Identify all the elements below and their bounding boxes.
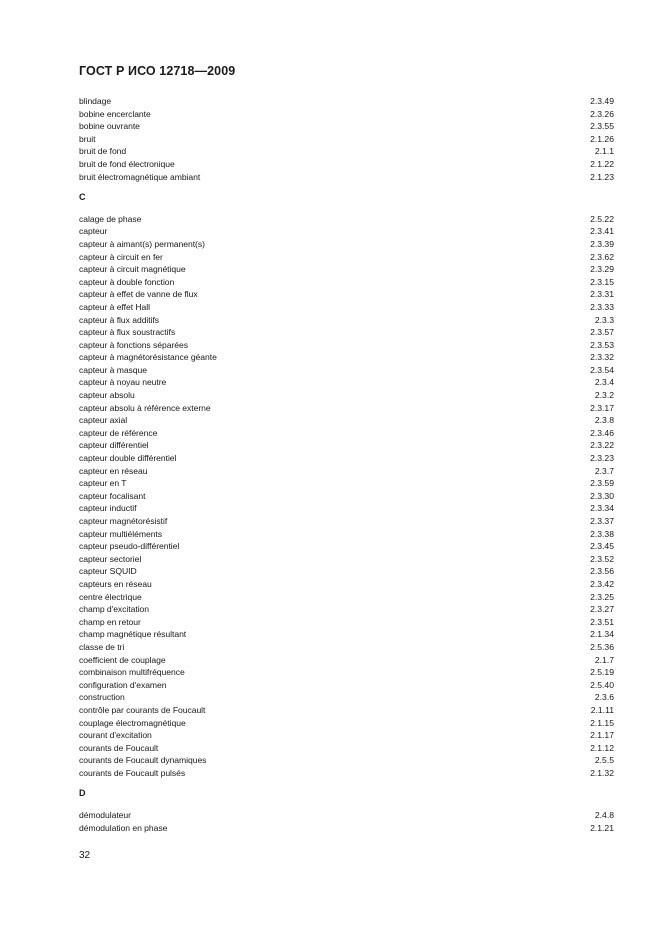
index-reference: 2.3.53	[590, 339, 614, 350]
index-reference: 2.1.15	[590, 717, 614, 728]
index-term: capteur à effet Hall	[79, 301, 150, 312]
index-entry	[79, 376, 614, 389]
index-reference: 2.3.6	[594, 692, 614, 703]
index-entry	[79, 158, 614, 171]
index-entry	[79, 578, 614, 591]
index-term: capteur absolu	[79, 390, 135, 401]
index-term: capteur sectoriel	[79, 553, 142, 564]
index-entry	[79, 717, 614, 730]
index-reference: 2.3.42	[590, 578, 614, 589]
index-entry	[79, 767, 614, 780]
index-entry	[79, 427, 614, 440]
index-reference: 2.3.57	[590, 327, 614, 338]
index-entry	[79, 809, 614, 822]
index-entry	[79, 238, 614, 251]
index-entry	[79, 628, 614, 641]
index-section-d	[79, 787, 614, 834]
index-entry	[79, 95, 614, 108]
index-term: capteur en T	[79, 478, 127, 489]
index-term: capteur à circuit en fer	[79, 251, 163, 262]
index-reference: 2.3.30	[590, 490, 614, 501]
index-entry	[79, 641, 614, 654]
index-entry	[79, 301, 614, 314]
index-reference: 2.3.46	[590, 427, 614, 438]
index-reference: 2.3.15	[590, 276, 614, 287]
index-term: courants de Foucault	[79, 742, 159, 753]
index-term: capteur à flux additifs	[79, 314, 160, 325]
index-entry	[79, 120, 614, 133]
index-term: couplage électromagnétique	[79, 717, 186, 728]
index-term: capteur à masque	[79, 364, 147, 375]
index-term: capteur inductif	[79, 503, 137, 514]
term-index	[79, 95, 614, 834]
index-entry	[79, 263, 614, 276]
index-term: démodulateur	[79, 810, 131, 821]
index-term: capteur SQUID	[79, 566, 137, 577]
index-term: champ magnétique résultant	[79, 629, 187, 640]
index-entry	[79, 477, 614, 490]
index-entry	[79, 251, 614, 264]
index-term: capteur à noyau neutre	[79, 377, 167, 388]
index-entry	[79, 225, 614, 238]
index-reference: 2.1.22	[590, 158, 614, 169]
index-entry	[79, 754, 614, 767]
index-term: capteur absolu à référence externe	[79, 402, 211, 413]
index-term: capteur multiéléments	[79, 528, 163, 539]
index-term: classe de tri	[79, 641, 125, 652]
index-reference: 2.3.38	[590, 528, 614, 539]
section-letter: C	[79, 192, 86, 203]
index-term: calage de phase	[79, 213, 142, 224]
index-entry	[79, 591, 614, 604]
index-entry	[79, 654, 614, 667]
index-entry	[79, 414, 614, 427]
index-reference: 2.3.2	[594, 390, 614, 401]
document-header: ГОСТ Р ИСО 12718—2009	[79, 64, 236, 78]
index-term: capteur à magnétorésistance géante	[79, 352, 217, 363]
index-reference: 2.5.5	[594, 755, 614, 766]
index-term: capteur à fonctions séparées	[79, 339, 188, 350]
index-reference: 2.3.3	[594, 314, 614, 325]
index-reference: 2.3.49	[590, 96, 614, 106]
index-term: capteur	[79, 226, 108, 237]
index-reference: 2.3.56	[590, 566, 614, 577]
index-term: champ d'excitation	[79, 604, 150, 615]
index-entry	[79, 465, 614, 478]
index-entry	[79, 326, 614, 339]
index-entry	[79, 171, 614, 184]
section-letter: D	[79, 788, 86, 799]
index-term: champ en retour	[79, 616, 141, 627]
index-term: capteur différentiel	[79, 440, 149, 451]
index-reference: 2.1.17	[590, 730, 614, 741]
index-reference: 2.3.33	[590, 301, 614, 312]
index-term: capteur à effet de vanne de flux	[79, 289, 198, 300]
index-term: capteur à flux soustractifs	[79, 327, 176, 338]
index-reference: 2.3.39	[590, 238, 614, 249]
index-entry	[79, 452, 614, 465]
index-term: capteur à aimant(s) permanent(s)	[79, 238, 205, 249]
index-term: capteur à double fonction	[79, 276, 175, 287]
index-entry	[79, 490, 614, 503]
index-entry	[79, 402, 614, 415]
index-reference: 2.3.62	[590, 251, 614, 262]
index-entry	[79, 540, 614, 553]
index-entry	[79, 704, 614, 717]
index-reference: 2.1.21	[590, 822, 614, 833]
index-reference: 2.3.55	[590, 121, 614, 132]
index-term: bobine encerclante	[79, 108, 151, 119]
index-term: capteur double différentiel	[79, 453, 177, 464]
index-entry	[79, 679, 614, 692]
index-entry	[79, 389, 614, 402]
index-term: bobine ouvrante	[79, 121, 140, 132]
index-reference: 2.3.59	[590, 478, 614, 489]
index-entry	[79, 603, 614, 616]
index-reference: 2.3.4	[594, 377, 614, 388]
index-entry	[79, 502, 614, 515]
index-entry	[79, 288, 614, 301]
index-reference: 2.3.8	[594, 415, 614, 426]
index-reference: 2.1.26	[590, 133, 614, 144]
index-reference: 2.1.23	[590, 171, 614, 182]
page-number: 32	[79, 850, 91, 861]
index-term: combinaison multifréquence	[79, 667, 185, 678]
index-reference: 2.3.51	[590, 616, 614, 627]
index-entry	[79, 145, 614, 158]
index-reference: 2.3.17	[590, 402, 614, 413]
index-reference: 2.3.37	[590, 516, 614, 526]
index-reference: 2.3.25	[590, 591, 614, 602]
index-reference: 2.1.1	[594, 146, 614, 157]
index-entry	[79, 213, 614, 226]
index-reference: 2.1.12	[590, 742, 614, 753]
index-reference: 2.3.34	[590, 503, 614, 514]
index-section-c	[79, 191, 614, 779]
index-reference: 2.3.31	[590, 289, 614, 300]
index-reference: 2.3.22	[590, 440, 614, 451]
index-reference: 2.3.26	[590, 108, 614, 119]
index-term: capteur axial	[79, 415, 128, 426]
index-reference: 2.5.19	[590, 667, 614, 678]
index-term: courants de Foucault dynamiques	[79, 755, 207, 766]
index-reference: 2.5.40	[590, 679, 614, 690]
index-term: configuration d'examen	[79, 679, 167, 690]
index-entry	[79, 133, 614, 146]
index-reference: 2.1.34	[590, 629, 614, 640]
index-reference: 2.3.54	[590, 364, 614, 375]
index-term: construction	[79, 692, 125, 703]
index-reference: 2.5.36	[590, 641, 614, 652]
index-term: blindage	[79, 96, 112, 106]
index-reference: 2.3.27	[590, 604, 614, 615]
index-section-b	[79, 95, 614, 183]
index-term: capteur magnétorésistif	[79, 516, 168, 526]
index-term: bruit électromagnétique ambiant	[79, 171, 201, 182]
index-reference: 2.3.23	[590, 453, 614, 464]
index-term: coefficient de couplage	[79, 654, 166, 665]
index-entry	[79, 666, 614, 679]
index-reference: 2.1.11	[590, 704, 614, 715]
index-term: bruit de fond électronique	[79, 158, 175, 169]
index-term: bruit de fond	[79, 146, 127, 157]
index-entry	[79, 351, 614, 364]
index-reference: 2.3.52	[590, 553, 614, 564]
index-reference: 2.3.29	[590, 264, 614, 275]
index-term: démodulation en phase	[79, 822, 168, 833]
index-term: capteur de référence	[79, 427, 158, 438]
index-entry	[79, 439, 614, 452]
index-entry	[79, 108, 614, 121]
index-term: capteur pseudo-différentiel	[79, 541, 180, 552]
index-term: courants de Foucault pulsés	[79, 767, 186, 778]
index-reference: 2.3.45	[590, 541, 614, 552]
index-entry	[79, 691, 614, 704]
index-term: capteur à circuit magnétique	[79, 264, 186, 275]
index-entry	[79, 616, 614, 629]
index-entry	[79, 339, 614, 352]
index-entry	[79, 515, 614, 528]
index-entry	[79, 565, 614, 578]
index-entry	[79, 553, 614, 566]
index-entry	[79, 822, 614, 835]
index-term: centre électrique	[79, 591, 142, 602]
index-term: capteur focalisant	[79, 490, 146, 501]
index-reference: 2.3.32	[590, 352, 614, 363]
index-term: contrôle par courants de Foucault	[79, 704, 206, 715]
index-reference: 2.3.41	[590, 226, 614, 237]
index-reference: 2.3.7	[594, 465, 614, 476]
index-entry	[79, 276, 614, 289]
index-reference: 2.1.32	[590, 767, 614, 778]
index-reference: 2.4.8	[594, 810, 614, 821]
index-term: capteurs en réseau	[79, 578, 152, 589]
index-entry	[79, 528, 614, 541]
index-entry	[79, 364, 614, 377]
index-reference: 2.5.22	[590, 213, 614, 224]
index-term: courant d'excitation	[79, 730, 152, 741]
index-term: capteur en réseau	[79, 465, 148, 476]
index-term: bruit	[79, 133, 96, 144]
index-entry	[79, 742, 614, 755]
index-entry	[79, 314, 614, 327]
index-reference: 2.1.7	[594, 654, 614, 665]
index-entry	[79, 729, 614, 742]
